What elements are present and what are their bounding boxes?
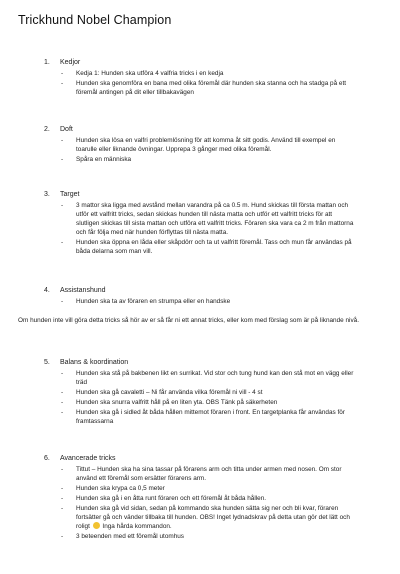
section-title: Target bbox=[60, 191, 80, 198]
section-title: Avancerade tricks bbox=[60, 455, 116, 462]
note-paragraph: Om hunden inte vill göra detta tricks så hör av er så får ni ett annat tricks, eller kom med förslag som är på liknande nivå. bbox=[18, 317, 359, 324]
list-item: - Hunden ska gå cavaletti – Ni får använda vilka föremål ni vill - 4 st bbox=[61, 389, 263, 396]
bullet-list bbox=[0, 69, 400, 98]
section-title: Kedjor bbox=[60, 59, 81, 66]
section-title: Balans & koordination bbox=[60, 359, 129, 366]
bullet-list bbox=[0, 465, 400, 542]
list-item: - Kedja 1: Hunden ska utföra 4 valfria tricks i en kedja bbox=[61, 70, 224, 77]
section-title: Doft bbox=[60, 126, 73, 133]
section-number: 5. bbox=[44, 359, 50, 366]
list-item: - Hunden ska gå i sidled åt båda hållen mittemot föraren i front. En targetplanka får användas för framtassarna bbox=[61, 409, 345, 425]
document-title: Trickhund Nobel Champion bbox=[18, 13, 172, 27]
list-item: - Hunden ska krypa ca 0,5 meter bbox=[61, 485, 165, 492]
section-number: 1. bbox=[44, 59, 50, 66]
list-item: - Hunden ska stå på bakbenen likt en surrikat. Vid stor och tung hund kan den stå mot en vägg eller träd bbox=[61, 370, 354, 386]
bullet-list bbox=[0, 136, 400, 165]
section-title: Assistanshund bbox=[60, 287, 106, 294]
bullet-list bbox=[0, 369, 400, 427]
section-number: 4. bbox=[44, 287, 50, 294]
section-heading bbox=[44, 190, 79, 199]
list-item: - Hunden ska snurra valfritt håll på en liten yta. OBS Tänk på säkerheten bbox=[61, 399, 278, 406]
list-item: - Hunden ska genomföra en bana med olika föremål där hunden ska stanna och ha stadga på ett föremål antingen på dit eller tillbakavägen bbox=[61, 80, 347, 96]
list-item: - Hunden ska gå i en åtta runt föraren och ett föremål åt båda hållen. bbox=[61, 495, 267, 502]
section-heading bbox=[44, 454, 116, 463]
list-item: - 3 mattor ska ligga med avstånd mellan varandra på ca 0.5 m. Hund skickas till första mattan och utför ett valfritt tricks, sedan skickas hunden till nästa matta och utför ett valfritt tricks för att slutligen skickas till sista mattan och utföra ett valfritt tricks. Föraren ska vara ca 2 m från mattorna och får följa med när hunden förflyttas till nästa matta. bbox=[61, 202, 354, 236]
section-heading bbox=[44, 125, 73, 134]
bullet-list bbox=[0, 201, 400, 257]
section-number: 2. bbox=[44, 126, 50, 133]
section-heading bbox=[44, 286, 106, 295]
section-number: 6. bbox=[44, 455, 50, 462]
list-item: - Hunden ska ta av föraren en strumpa eller en handske bbox=[61, 298, 231, 305]
list-item: - 3 beteenden med ett föremål utomhus bbox=[61, 533, 184, 540]
section-heading bbox=[44, 358, 128, 367]
bullet-list bbox=[0, 297, 400, 307]
section-number: 3. bbox=[44, 191, 50, 198]
list-item: - Hunden ska gå vid sidan, sedan på kommando ska hunden sätta sig ner och bli kvar, föraren fortsätter gå och vänder tillbaka till hunden. OBS! Inget lydnadskrav på detta utan gör det lätt och roligt Inga hårda kommandon. bbox=[61, 505, 350, 530]
list-item: - Hunden ska öppna en låda eller skåpdörr och ta ut valfritt föremål. Tass och mun får användas på båda delarna som man vill. bbox=[61, 239, 352, 255]
smiley-icon bbox=[93, 522, 100, 529]
list-item: - Spåra en människa bbox=[61, 156, 132, 163]
list-item: - Hunden ska lösa en valfri problemlösning för att komma åt sitt godis. Använd till exempel en toarulle eller liknande övningar. Upprepa 3 gånger med olika föremål. bbox=[61, 137, 336, 153]
list-item: - Tittut – Hunden ska ha sina tassar på förarens arm och titta under armen med nosen. Om stor använd ett föremål som ersätter förarens arm. bbox=[61, 466, 342, 482]
section-heading bbox=[44, 58, 80, 67]
